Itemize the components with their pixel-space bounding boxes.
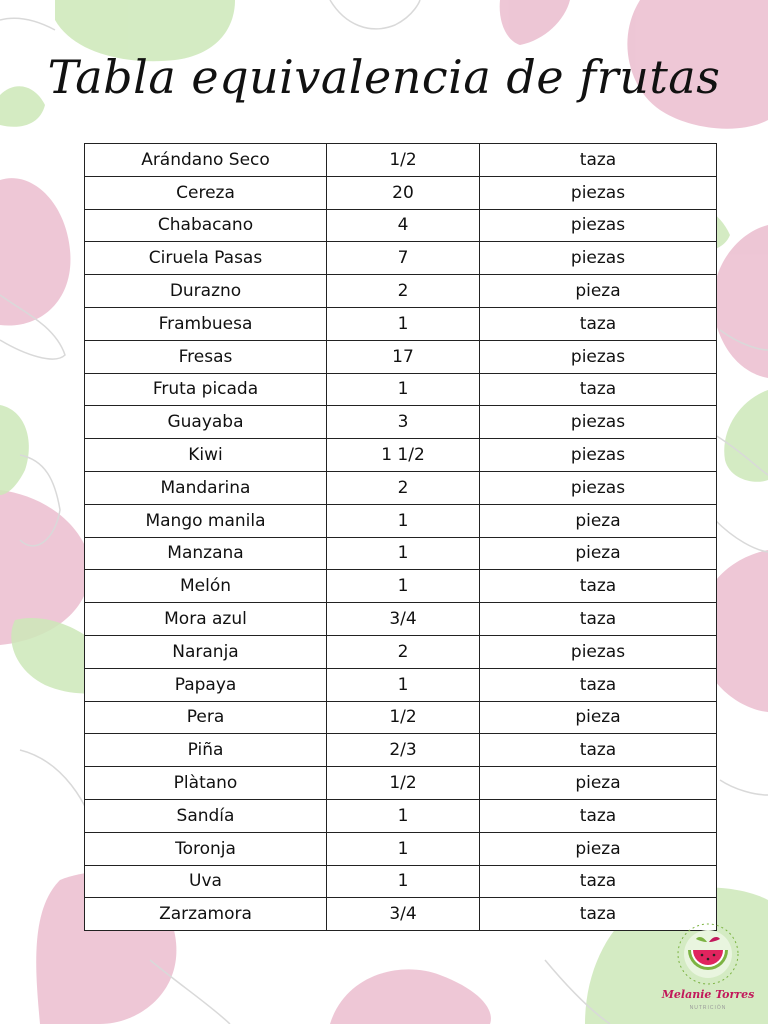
fruit-cell: Pera <box>85 701 327 734</box>
fruit-cell: Mandarina <box>85 471 327 504</box>
table-row <box>85 537 717 570</box>
amount-cell: 1 <box>327 865 480 898</box>
fruit-cell: Cereza <box>85 176 327 209</box>
fruit-cell: Fresas <box>85 340 327 373</box>
table-row <box>85 242 717 275</box>
table-row <box>85 668 717 701</box>
unit-cell: taza <box>480 373 717 406</box>
table-row <box>85 340 717 373</box>
unit-cell: pieza <box>480 537 717 570</box>
amount-cell: 3 <box>327 406 480 439</box>
unit-cell: piezas <box>480 209 717 242</box>
fruit-cell: Melón <box>85 570 327 603</box>
unit-cell: taza <box>480 144 717 177</box>
fruit-cell: Papaya <box>85 668 327 701</box>
logo-subtitle: NUTRICIÓN <box>689 1005 727 1011</box>
fruit-cell: Durazno <box>85 275 327 308</box>
unit-cell: taza <box>480 307 717 340</box>
fruit-cell: Kiwi <box>85 439 327 472</box>
table-row <box>85 603 717 636</box>
unit-cell: pieza <box>480 504 717 537</box>
table-row <box>85 832 717 865</box>
table-row <box>85 635 717 668</box>
unit-cell: taza <box>480 898 717 931</box>
amount-cell: 1 <box>327 537 480 570</box>
amount-cell: 7 <box>327 242 480 275</box>
watermelon-slice-icon <box>660 920 756 990</box>
fruit-cell: Chabacano <box>85 209 327 242</box>
fruit-cell: Mango manila <box>85 504 327 537</box>
fruit-cell: Zarzamora <box>85 898 327 931</box>
amount-cell: 20 <box>327 176 480 209</box>
unit-cell: taza <box>480 799 717 832</box>
unit-cell: piezas <box>480 406 717 439</box>
unit-cell: piezas <box>480 176 717 209</box>
table-row <box>85 209 717 242</box>
amount-cell: 1/2 <box>327 144 480 177</box>
unit-cell: pieza <box>480 275 717 308</box>
fruit-cell: Uva <box>85 865 327 898</box>
table-row <box>85 373 717 406</box>
unit-cell: piezas <box>480 635 717 668</box>
unit-cell: taza <box>480 603 717 636</box>
table-row <box>85 570 717 603</box>
logo-name: Melanie Torres <box>661 988 755 1001</box>
unit-cell: piezas <box>480 340 717 373</box>
table-row <box>85 898 717 931</box>
fruit-cell: Mora azul <box>85 603 327 636</box>
amount-cell: 2 <box>327 275 480 308</box>
fruit-cell: Guayaba <box>85 406 327 439</box>
unit-cell: pieza <box>480 701 717 734</box>
unit-cell: piezas <box>480 242 717 275</box>
table-row <box>85 734 717 767</box>
fruit-equivalence-table <box>84 143 717 931</box>
table-row <box>85 144 717 177</box>
table-row <box>85 307 717 340</box>
fruit-cell: Plàtano <box>85 767 327 800</box>
amount-cell: 1 <box>327 373 480 406</box>
amount-cell: 2 <box>327 635 480 668</box>
fruit-cell: Ciruela Pasas <box>85 242 327 275</box>
table-row <box>85 471 717 504</box>
table-row <box>85 275 717 308</box>
amount-cell: 1 <box>327 570 480 603</box>
fruit-cell: Fruta picada <box>85 373 327 406</box>
unit-cell: pieza <box>480 767 717 800</box>
unit-cell: taza <box>480 734 717 767</box>
amount-cell: 1 <box>327 307 480 340</box>
amount-cell: 1 <box>327 832 480 865</box>
amount-cell: 1/2 <box>327 701 480 734</box>
unit-cell: taza <box>480 865 717 898</box>
amount-cell: 1 <box>327 668 480 701</box>
amount-cell: 1/2 <box>327 767 480 800</box>
amount-cell: 4 <box>327 209 480 242</box>
fruit-cell: Manzana <box>85 537 327 570</box>
unit-cell: piezas <box>480 471 717 504</box>
unit-cell: piezas <box>480 439 717 472</box>
fruit-cell: Toronja <box>85 832 327 865</box>
amount-cell: 1 <box>327 504 480 537</box>
brand-logo <box>660 920 756 1020</box>
amount-cell: 3/4 <box>327 603 480 636</box>
unit-cell: taza <box>480 570 717 603</box>
amount-cell: 1 1/2 <box>327 439 480 472</box>
table-row <box>85 406 717 439</box>
table-row <box>85 176 717 209</box>
amount-cell: 3/4 <box>327 898 480 931</box>
table-row <box>85 799 717 832</box>
unit-cell: taza <box>480 668 717 701</box>
fruit-cell: Piña <box>85 734 327 767</box>
table-row <box>85 865 717 898</box>
table-row <box>85 439 717 472</box>
table-row <box>85 504 717 537</box>
fruit-cell: Arándano Seco <box>85 144 327 177</box>
amount-cell: 2 <box>327 471 480 504</box>
amount-cell: 1 <box>327 799 480 832</box>
fruit-cell: Frambuesa <box>85 307 327 340</box>
table-row <box>85 767 717 800</box>
amount-cell: 17 <box>327 340 480 373</box>
amount-cell: 2/3 <box>327 734 480 767</box>
fruit-cell: Naranja <box>85 635 327 668</box>
unit-cell: pieza <box>480 832 717 865</box>
page-title: Tabla equivalencia de frutas <box>47 50 721 104</box>
table-row <box>85 701 717 734</box>
fruit-cell: Sandía <box>85 799 327 832</box>
